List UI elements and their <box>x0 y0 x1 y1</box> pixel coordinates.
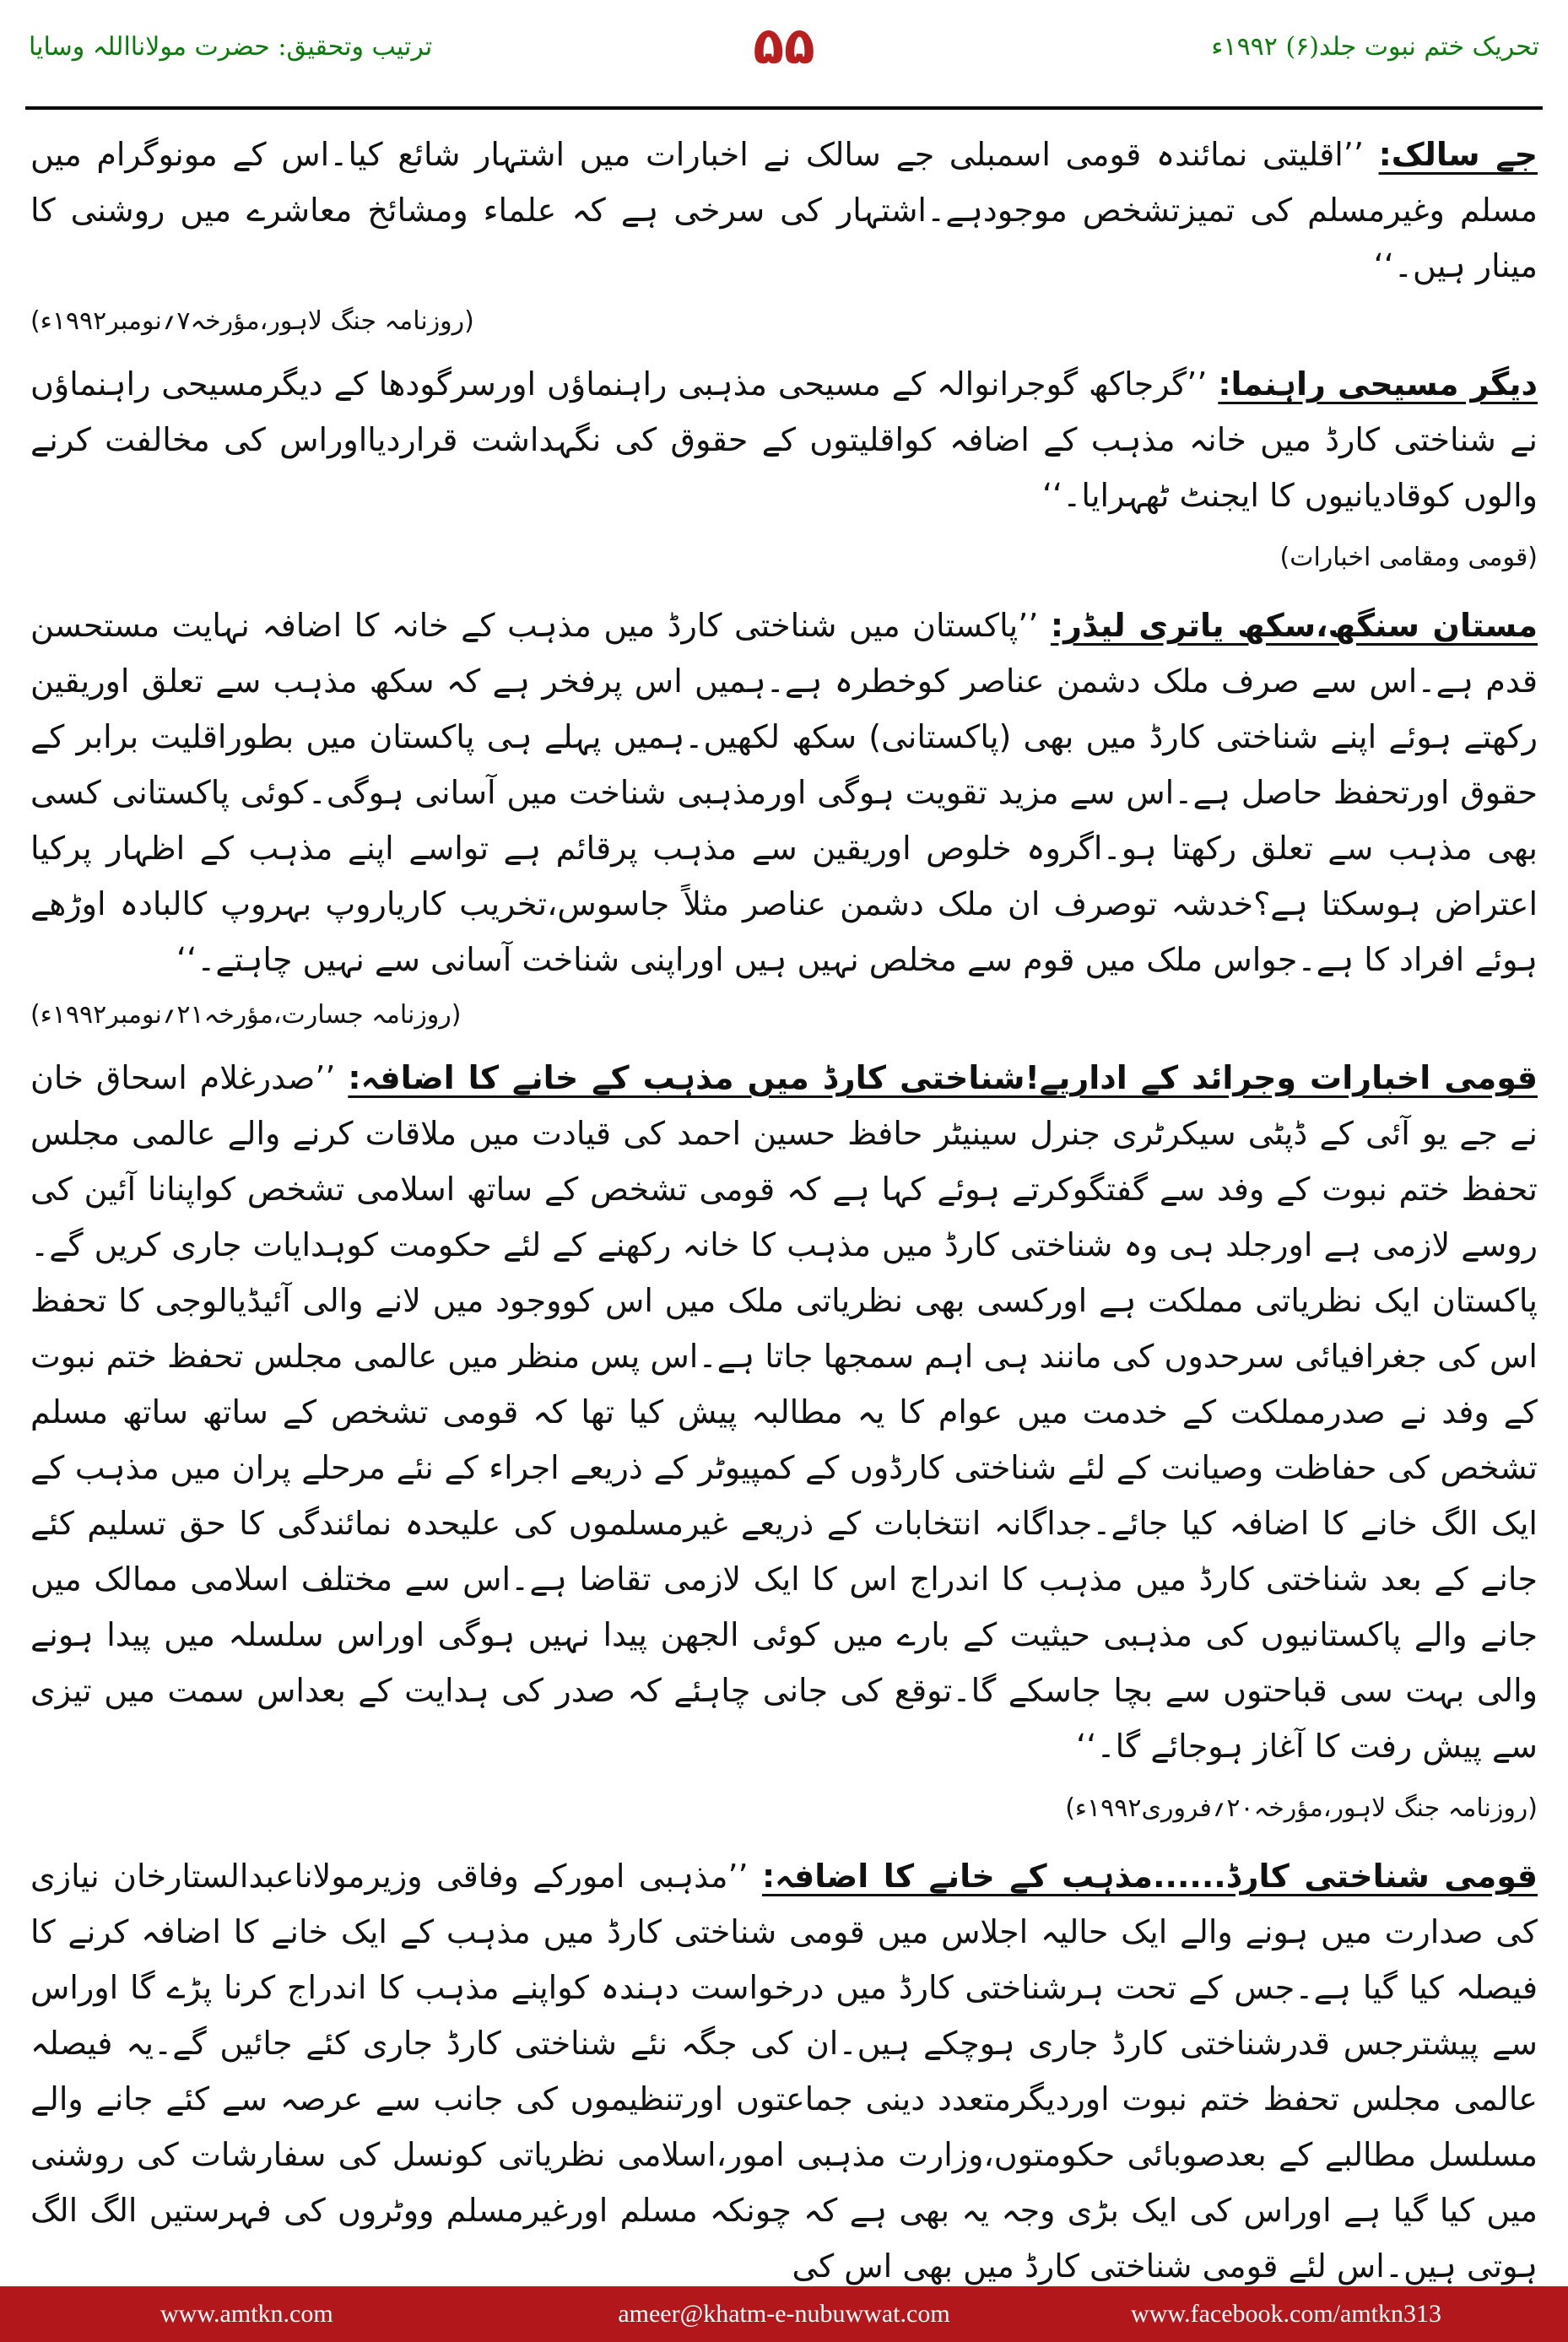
section-editorials <box>30 1050 1538 1774</box>
section-source: (روزنامہ جسارت،مؤرخہ۲۱؍نومبر۱۹۹۲ء) <box>30 1000 462 1030</box>
section-heading: دیگر مسیحی راہنما: <box>1218 365 1538 403</box>
page-number: ۵۵ <box>753 17 815 76</box>
section-heading: قومی اخبارات وجرائد کے اداریے!شناختی کارڈ میں مذہب کے خانے کا اضافہ: <box>348 1059 1538 1096</box>
facebook-link[interactable]: www.facebook.com/amtkn313 <box>1131 2300 1441 2328</box>
section-sikh-leader <box>30 598 1538 1043</box>
website-link[interactable]: www.amtkn.com <box>160 2300 333 2328</box>
page-body <box>30 127 1538 2301</box>
section-source: (قومی ومقامی اخبارات) <box>1279 543 1538 572</box>
section-text: ’’صدرغلام اسحاق خان نے جے یو آئی کے ڈپٹی سیکرٹری جنرل سینیٹر حافظ حسین احمد کی قیادت میں ملاقات کرنے والے عالمی مجلس تحفظ ختم نبوت کے وفد سے گفتگوکرتے ہوئے کہا ہے کہ قومی تشخص کے ساتھ اسلامی تشخص کواپنانا آئین کی روسے لازمی ہے اورجلد ہی وہ شناختی کارڈ میں مذہب کا خانہ رکھنے کے لئے حکومت کوہدایات جاری کریں گے۔پاکستان ایک نظریاتی مملکت ہے اورکسی بھی نظریاتی ملک میں اس کووجود میں لانے والی آئیڈیالوجی کا تحفظ اس کی جغرافیائی سرحدوں کی مانند ہی اہم سمجھا جاتا ہے۔اس پس منظر میں عالمی مجلس تحفظ ختم نبوت کے وفد نے صدرمملکت کے خدمت میں عوام کا یہ مطالبہ پیش کیا تھا کہ قومی تشخص کے ساتھ ساتھ مسلم تشخص کی حفاظت وصیانت کے لئے شناختی کارڈوں کے کمپیوٹر کے ذریعے اجراء کے نئے مرحلے پران میں مذہب کے ایک الگ خانے کا اضافہ کیا جائے۔جداگانہ انتخابات کے ذریعے غیرمسلموں کی علیحدہ نمائندگی کا حق تسلیم کئے جانے کے بعد شناختی کارڈ میں مذہب کا اندراج اس کا ایک لازمی تقاضا ہے۔اس سے مختلف اسلامی ممالک میں جانے والے پاکستانیوں کی مذہبی حیثیت کے بارے میں کوئی الجھن پیدا نہیں ہوگی اوراس سلسلہ میں پیدا ہونے والی بہت سی قباحتوں سے بچا جاسکے گا۔توقع کی جانی چاہئے کہ صدر کی ہدایت کے بعداس سمت میں تیزی سے پیش رفت کا آغاز ہوجائے گا۔‘‘ <box>30 1059 1538 1765</box>
section-heading: مستان سنگھ،سکھ یاتری لیڈر: <box>1050 607 1538 644</box>
section-heading: قومی شناختی کارڈ......مذہب کے خانے کا اضافہ: <box>761 1858 1538 1895</box>
section-heading: جے سالک: <box>1378 136 1538 173</box>
section-source: (روزنامہ جنگ لاہور،مؤرخہ۲۰؍فروری۱۹۹۲ء) <box>1065 1793 1538 1823</box>
section-text: ’’اقلیتی نمائندہ قومی اسمبلی جے سالک نے اخبارات میں اشتہار شائع کیا۔اس کے مونوگرام میں مسلم وغیرمسلم کی تمیزتشخص موجودہے۔اشتہار کی سرخی ہے کہ علماء ومشائخ معاشرے میں روشنی کا مینار ہیں۔‘‘ <box>30 136 1538 284</box>
section-text: ’’گرجاکھ گوجرانوالہ کے مسیحی مذہبی راہنماؤں اورسرگودھا کے دیگرمسیحی راہنماؤں نے شناختی کارڈ میں خانہ مذہب کے اضافہ کواقلیتوں کے حقوق کی نگہداشت قراردیااوراس کی مخالفت کرنے والوں کوقادیانیوں کا ایجنٹ ٹھہرایا۔‘‘ <box>30 365 1538 514</box>
section-source: (روزنامہ جنگ لاہور،مؤرخہ۷؍نومبر۱۹۹۲ء) <box>30 306 474 336</box>
compiler-credit: ترتیب وتحقیق: حضرت مولانااللہ وسایا <box>29 32 433 62</box>
page-header <box>0 0 1568 111</box>
book-title: تحریک ختم نبوت جلد(۶) ۱۹۹۲ء <box>1211 32 1539 62</box>
header-divider <box>25 106 1543 110</box>
section-text: ’’پاکستان میں شناختی کارڈ میں مذہب کے خانہ کا اضافہ نہایت مستحسن قدم ہے۔اس سے صرف ملک دشمن عناصر کوخطرہ ہے۔ہمیں اس پرفخر ہے کہ سکھ مذہب سے تعلق اوریقین رکھتے ہوئے اپنے شناختی کارڈ میں بھی (پاکستانی) سکھ لکھیں۔ہمیں پہلے ہی پاکستان میں بطوراقلیت برابر کے حقوق اورتحفظ حاصل ہے۔اس سے مزید تقویت ہوگی اورمذہبی شناخت میں آسانی ہوگی۔کوئی پاکستانی کسی بھی مذہب سے تعلق رکھتا ہو۔اگروہ خلوص اوریقین سے مذہب پرقائم ہے تواسے اپنے مذہب کے اظہار پرکیا اعتراض ہوسکتا ہے؟خدشہ توصرف ان ملک دشمن عناصر مثلاً جاسوس،تخریب کاریاروپ بہروپ کالبادہ اوڑھے ہوئے افراد کا ہے۔جواس ملک میں قوم سے مخلص نہیں ہیں اوراپنی شناخت آسانی سے نہیں چاہتے۔‘‘ <box>30 607 1538 978</box>
email-link[interactable]: ameer@khatm-e-nubuwwat.com <box>618 2300 950 2328</box>
footer-bar <box>0 2290 1568 2342</box>
section-christian-leaders <box>30 356 1538 523</box>
section-text: ’’مذہبی امورکے وفاقی وزیرمولاناعبدالستارخان نیازی کی صدارت میں ہونے والے ایک حالیہ اجلاس میں قومی شناختی کارڈ میں مذہب کے ایک خانے کا اضافہ کرنے کا فیصلہ کیا گیا ہے۔جس کے تحت ہرشناختی کارڈ میں درخواست دہندہ کواپنے مذہب کا اندراج کرنا پڑے گا اوراس سے پیشترجس قدرشناختی کارڈ جاری ہوچکے ہیں۔ان کی جگہ نئے شناختی کارڈ جاری کئے جائیں گے۔یہ فیصلہ عالمی مجلس تحفظ ختم نبوت اوردیگرمتعدد دینی جماعتوں اورتنظیموں کی جانب سے عرصہ سے کئے جانے والے مسلسل مطالبے کے بعدصوبائی حکومتوں،وزارت مذہبی امور،اسلامی نظریاتی کونسل کی سفارشات کی روشنی میں کیا گیا ہے اوراس کی ایک بڑی وجہ یہ بھی ہے کہ چونکہ مسلم اورغیرمسلم ووٹروں کی فہرستیں الگ الگ ہوتی ہیں۔اس لئے قومی شناختی کارڈ میں بھی اس کی <box>30 1858 1538 2285</box>
section-religion-column <box>30 1848 1538 2294</box>
section-jay-salik <box>30 127 1538 349</box>
